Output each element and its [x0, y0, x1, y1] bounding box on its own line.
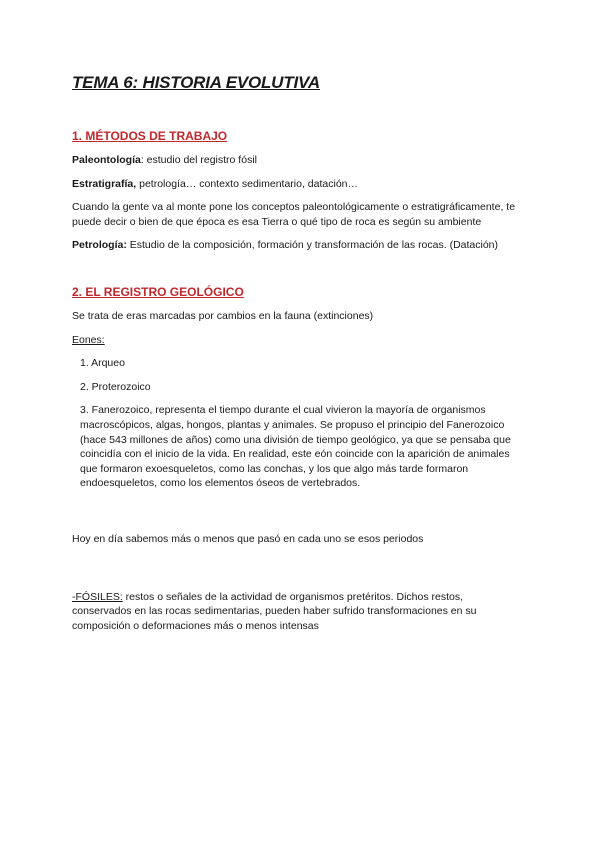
paragraph-estratigrafia: [72, 177, 522, 192]
section-heading-metodos: 1. MÉTODOS DE TRABAJO: [72, 129, 228, 143]
term-fosiles: -FÓSILES:: [72, 590, 123, 603]
spacer: [72, 500, 522, 532]
list-item-proterozoico: 2. Proterozoico: [80, 380, 151, 393]
document-title: TEMA 6: HISTORIA EVOLUTIVA: [72, 73, 320, 92]
term-paleontologia: Paleontología: [72, 154, 141, 166]
document-page: [72, 72, 522, 642]
spacer: [72, 262, 522, 284]
text-fosiles: restos o señales de la actividad de organismos pretéritos. Dichos restos, conservados en las rocas sedimentarias, pueden haber sufrido transformaciones en su composición o deformaciones más o menos intensas: [72, 590, 477, 632]
list-item-fanerozoico: 3. Fanerozoico, representa el tiempo durante el cual vivieron la mayoría de organismos macroscópicos, algas, hongos, plantas y animales. Se propuso el principio del Fanerozoico (hace 543 millones de años) como una división de tiempo geológico, ya que se pensaba que coincidía con el inicio de la vida. En realidad, este eón coincide con la aparición de animales que formaron exoesqueletos, como las conchas, y los que algo más tarde formaron endoesqueletos, como los elementos óseos de vertebrados.: [80, 404, 511, 490]
paragraph-petrologia: [72, 238, 522, 253]
paragraph-monte: Cuando la gente va al monte pone los conceptos paleontológicamente o estratigráficamente, te puede decir o bien de que época es esa Tierra o qué tipo de roca es según su ambiente: [72, 201, 516, 228]
spacer: [72, 556, 522, 590]
paragraph-eras-intro: Se trata de eras marcadas por cambios en la fauna (extinciones): [72, 309, 374, 322]
section-heading-registro: 2. EL REGISTRO GEOLÓGICO: [72, 284, 244, 299]
paragraph-fosiles: [72, 590, 522, 634]
text-paleontologia: : estudio del registro fósil: [140, 154, 257, 166]
eones-list: [72, 356, 522, 491]
eones-label: Eones:: [72, 333, 105, 346]
term-petrologia: Petrología:: [72, 239, 127, 252]
list-item-arqueo: 1. Arqueo: [80, 357, 125, 370]
paragraph-hoy: Hoy en día sabemos más o menos que pasó en cada uno se esos periodos: [72, 532, 424, 545]
text-petrologia: Estudio de la composición, formación y transformación de las rocas. (Datación): [126, 239, 499, 252]
paragraph-paleontologia: [72, 153, 522, 168]
term-estratigrafia: Estratigrafía,: [72, 177, 137, 190]
text-estratigrafia: petrología… contexto sedimentario, datación…: [136, 177, 358, 190]
